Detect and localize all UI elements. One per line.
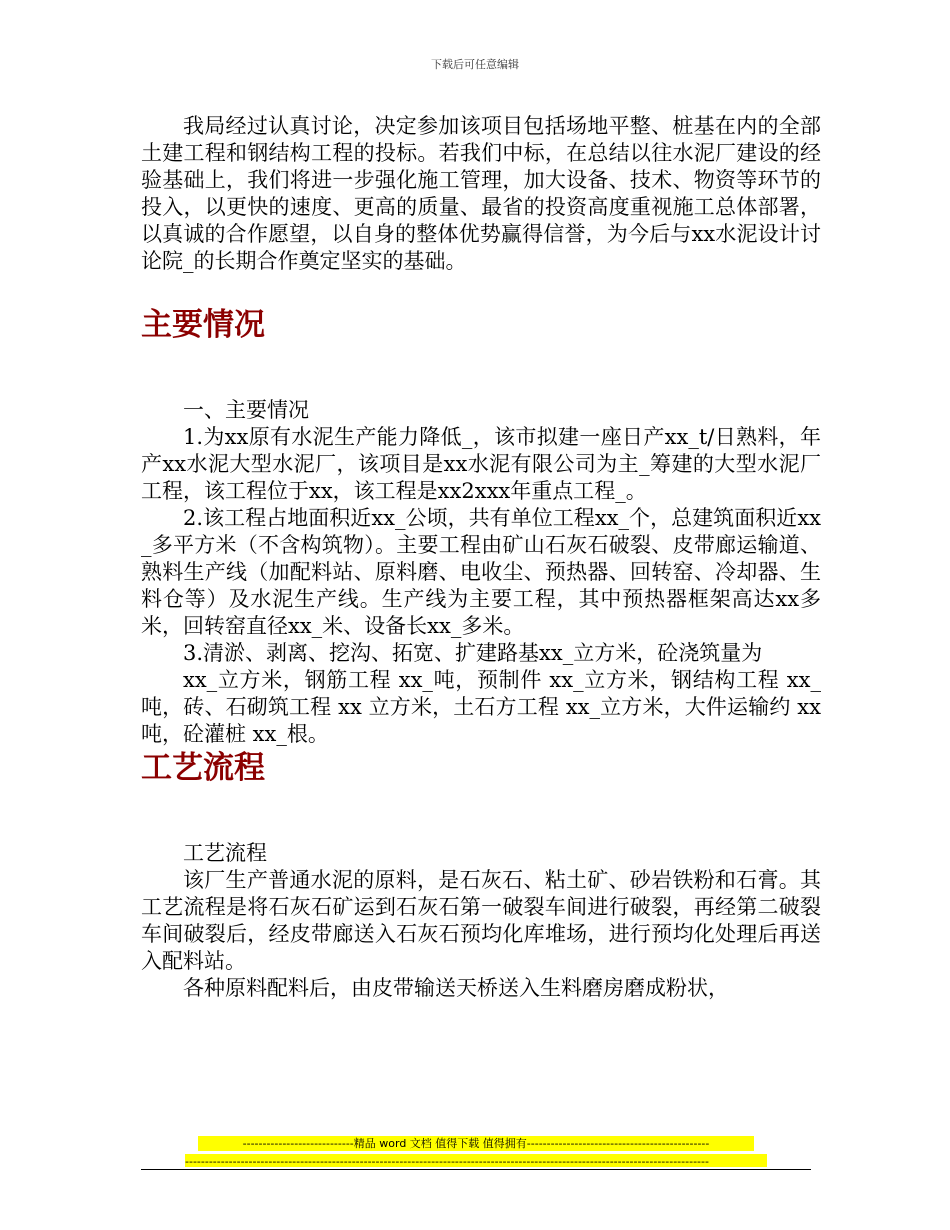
header-note: 下载后可任意编辑 xyxy=(431,58,519,71)
section-heading-process-flow: 工艺流程 xyxy=(141,750,265,786)
process-paragraph-2: 各种原料配料后，由皮带输送天桥送入生料磨房磨成粉状， xyxy=(183,976,729,1000)
subheading-main-situation: 一、主要情况 xyxy=(183,398,309,422)
footer-divider xyxy=(141,1169,811,1170)
document-body xyxy=(141,113,821,1002)
list-item-3: 3.清淤、剥离、挖沟、拓宽、扩建路基xx_立方米，砼浇筑量为 xyxy=(183,641,763,665)
page-footer xyxy=(141,1136,811,1170)
footer-banner: ----------------------------精品 word 文档 值得下载 值得拥有---------------------------------------------- xyxy=(198,1136,754,1151)
intro-paragraph: 我局经过认真讨论，决定参加该项目包括场地平整、桩基在内的全部土建工程和钢结构工程的投标。若我们中标，在总结以往水泥厂建设的经验基础上，我们将进一步强化施工管理，加大设备、技术、物资等环节的投入，以更快的速度、更高的质量、最省的投资高度重视施工总体部署，以真诚的合作愿望，以自身的整体优势赢得信誉，为今后与xx水泥设计讨论院_的长期合作奠定坚实的基础。 xyxy=(141,114,821,273)
list-item-1: 1.为xx原有水泥生产能力降低_，该市拟建一座日产xx_t/日熟料，年产xx水泥大型水泥厂，该项目是xx水泥有限公司为主_筹建的大型水泥厂工程，该工程位于xx，该工程是xx2xxx年重点工程_。 xyxy=(141,425,821,503)
section-heading-main-situation: 主要情况 xyxy=(141,307,265,343)
list-item-3-continued: xx_立方米，钢筋工程 xx_吨，预制件 xx_立方米，钢结构工程 xx_吨，砖、石砌筑工程 xx 立方米，土石方工程 xx_立方米，大件运输约 xx 吨，砼灌桩 xx_根。 xyxy=(141,668,821,746)
footer-dash-line: ------------------------------------------------------------------------------------------------------------------------------------ xyxy=(185,1154,767,1167)
list-item-2: 2.该工程占地面积近xx_公顷，共有单位工程xx_个，总建筑面积近xx_多平方米（不含构筑物）。主要工程由矿山石灰石破裂、皮带廊运输道、熟料生产线（加配料站、原料磨、电收尘、预热器、回转窑、冷却器、生料仓等）及水泥生产线。生产线为主要工程，其中预热器框架高达xx多米，回转窑直径xx_米、设备长xx_多米。 xyxy=(141,506,821,638)
subheading-process-flow: 工艺流程 xyxy=(183,841,267,865)
process-paragraph-1: 该厂生产普通水泥的原料，是石灰石、粘土矿、砂岩铁粉和石膏。其工艺流程是将石灰石矿运到石灰石第一破裂车间进行破裂，再经第二破裂车间破裂后，经皮带廊送入石灰石预均化库堆场，进行预均化处理后再送入配料站。 xyxy=(141,868,821,973)
